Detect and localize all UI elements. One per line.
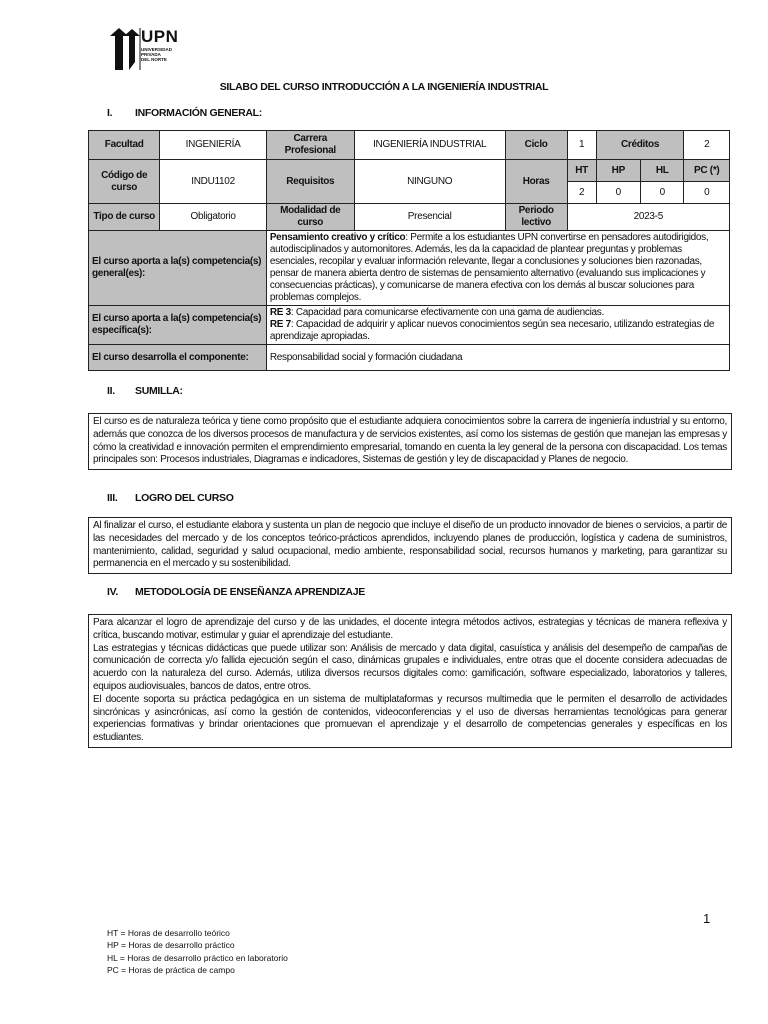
section-heading-3: III. LOGRO DEL CURSO xyxy=(107,492,234,504)
comp-general-text: Pensamiento creativo y crítico: Permite a los estudiantes UPN convertirse en pensadores autodirigidos, autodisciplinados y automonitores. Además, les da la capacidad de plantear preguntas y problemas esenciales, recopilar y evaluar información relevante, llegar a conclusiones y soluciones bien razonadas, pensar de manera abierta dentro de sistemas de pensamiento alternativo (evaluando sus implicaciones y consecuencias prácticas), y comunicarse de manera efectiva con los demás al buscar soluciones para problemas complejos. xyxy=(266,231,729,306)
pc-label: PC (*) xyxy=(684,160,730,182)
componente-value: Responsabilidad social y formación ciudadana xyxy=(266,345,729,371)
horas-label: Horas xyxy=(505,160,567,204)
ciclo-label: Ciclo xyxy=(505,131,567,160)
logo-name: UPN xyxy=(141,27,179,46)
periodo-label: Periodo lectivo xyxy=(505,204,567,231)
sumilla-box: El curso es de naturaleza teórica y tiene como propósito que el estudiante adquiera conocimientos sobre la carrera de ingeniería industrial y su entorno, además que conozca de los diversos procesos de manufactura y de servicios existentes, así como los sistemas de gestión que manejan las empresas y cómo la creatividad e innovación permiten el emprendimiento empresarial, tomando en cuenta la ley general de la persona con discapacidad. Los temas principales son: Procesos industriales, Diagramas e indicadores, Sistemas de gestión y ley de discapacidad y Planes de negocio. xyxy=(88,413,732,470)
ht-value: 2 xyxy=(567,182,596,204)
ciclo-value: 1 xyxy=(567,131,596,160)
facultad-label: Facultad xyxy=(89,131,160,160)
section-heading-2: II. SUMILLA: xyxy=(107,385,183,397)
periodo-value: 2023-5 xyxy=(567,204,729,231)
page-number: 1 xyxy=(703,911,711,926)
creditos-label: Créditos xyxy=(596,131,684,160)
tipo-value: Obligatorio xyxy=(160,204,266,231)
hl-label: HL xyxy=(641,160,684,182)
legend-item: HP = Horas de desarrollo práctico xyxy=(107,940,235,951)
ht-label: HT xyxy=(567,160,596,182)
carrera-value: INGENIERÍA INDUSTRIAL xyxy=(354,131,505,160)
metodologia-box xyxy=(88,614,732,748)
facultad-value: INGENIERÍA xyxy=(160,131,266,160)
document-title: SILABO DEL CURSO INTRODUCCIÓN A LA INGENIERÍA INDUSTRIAL xyxy=(219,81,549,93)
tipo-label: Tipo de curso xyxy=(89,204,160,231)
hl-value: 0 xyxy=(641,182,684,204)
hp-value: 0 xyxy=(596,182,640,204)
metodologia-paragraph: El docente soporta su práctica pedagógica en un sistema de multiplataformas y recursos multimedia que le permiten el desarrollo de actividades sincrónicas y asincrónicas, así como la gestión de contenidos, videoconferencias y el uso de diversas herramientas tecnológicas para generar experiencias formativas y brindar orientaciones que promuevan el aprendizaje y el desarrollo de competencias generales y específicas en los estudiantes. xyxy=(93,693,727,744)
legend-item: HL = Horas de desarrollo práctico en laboratorio xyxy=(107,952,288,963)
codigo-label: Código de curso xyxy=(89,160,160,204)
carrera-label: Carrera Profesional xyxy=(266,131,354,160)
comp-especifica-text: RE 3: Capacidad para comunicarse efectivamente con una gama de audiencias. RE 7: Capacidad de adquirir y aplicar nuevos conocimientos según sea necesario, utilizando estrategias de aprendizaje apropiadas. xyxy=(266,306,729,345)
general-info-table xyxy=(88,130,730,371)
logro-box: Al finalizar el curso, el estudiante elabora y sustenta un plan de negocio que incluye el diseño de un producto innovador de bienes o servicios, a partir de las necesidades del mercado y de los conceptos teórico-prácticos aprendidos, incluyendo planes de producción, logística y cadena de suministros, mantenimiento, calidad, seguridad y salud ocupacional, medio ambiente, responsabilidad social, recursos humanos y marketing, para garantizar su permanencia en el mercado y su sostenibilidad. xyxy=(88,517,732,574)
metodologia-paragraph: Para alcanzar el logro de aprendizaje del curso y de las unidades, el docente integra métodos activos, estrategias y técnicas de manera reflexiva y crítica, buscando motivar, estimular y guiar el aprendizaje del estudiante. xyxy=(93,617,727,641)
comp-especifica-label: El curso aporta a la(s) competencia(s) específica(s): xyxy=(89,306,267,345)
pc-value: 0 xyxy=(684,182,730,204)
legend-item: HT = Horas de desarrollo teórico xyxy=(107,928,230,938)
requisitos-value: NINGUNO xyxy=(354,160,505,204)
section-heading-4: IV. METODOLOGÍA DE ENSEÑANZA APRENDIZAJE xyxy=(107,586,365,598)
metodologia-paragraph: Las estrategias y técnicas didácticas que puede utilizar son: Análisis de mercado y data digital, casuística y análisis del desempeño de campañas de comunicación de correcta y/o fallida ejecución según el caso, dinámicas grupales e individuales, entre otras que el docente considera adecuadas de acuerdo con la naturaleza del curso. Además, utiliza diversos recursos digitales como: gamificación, software especializado, laboratorios y talleres, equipos audiovisuales, bancos de datos, entre otros. xyxy=(93,642,727,692)
hp-label: HP xyxy=(596,160,640,182)
modalidad-value: Presencial xyxy=(354,204,505,231)
modalidad-label: Modalidad de curso xyxy=(266,204,354,231)
hours-legend xyxy=(107,927,288,976)
legend-item: PC = Horas de práctica de campo xyxy=(107,964,235,975)
section-heading-1: I. INFORMACIÓN GENERAL: xyxy=(107,107,262,119)
comp-general-label: El curso aporta a la(s) competencia(s) general(es): xyxy=(89,231,267,306)
componente-label: El curso desarrolla el componente: xyxy=(89,345,267,371)
codigo-value: INDU1102 xyxy=(160,160,266,204)
logo-subtitle: UNIVERSIDAD PRIVADA DEL NORTE xyxy=(141,47,173,63)
creditos-value: 2 xyxy=(684,131,730,160)
requisitos-label: Requisitos xyxy=(266,160,354,204)
